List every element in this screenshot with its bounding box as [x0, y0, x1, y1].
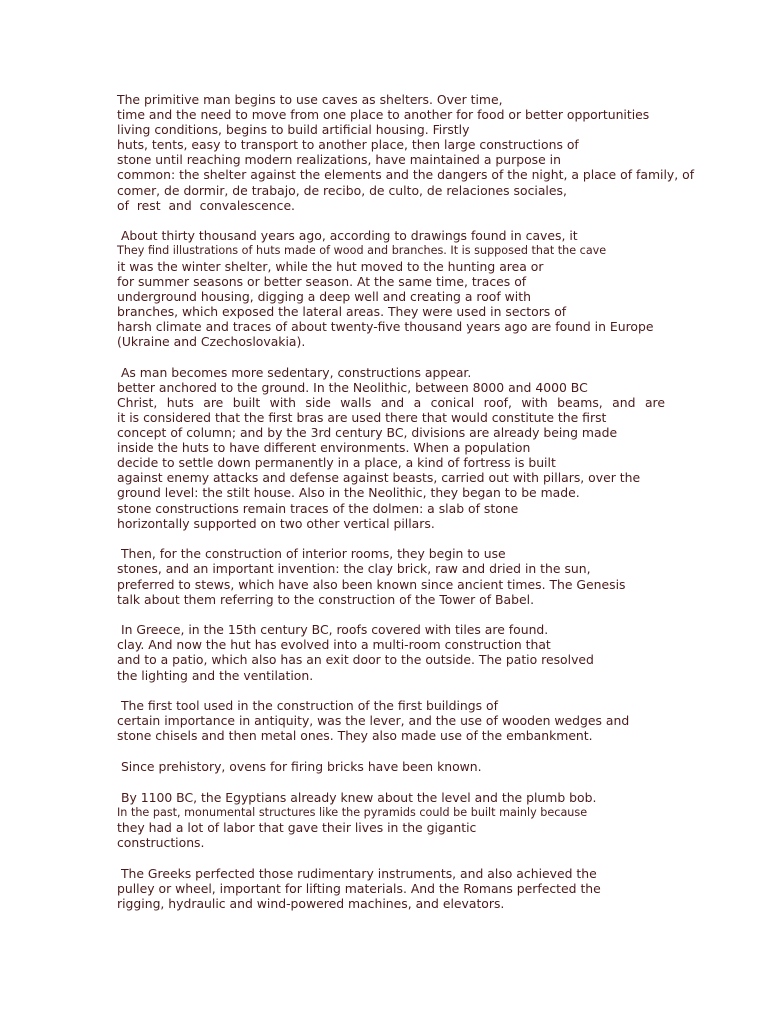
text-line: concept of column; and by the 3rd century BC, divisions are already being made [117, 425, 618, 441]
text-line: constructions. [117, 835, 205, 851]
text-line: Then, for the construction of interior rooms, they begin to use [117, 546, 506, 562]
text-line: stones, and an important invention: the clay brick, raw and dried in the sun, [117, 561, 591, 577]
paragraph [117, 866, 762, 911]
paragraph [117, 698, 762, 743]
text-line: better anchored to the ground. In the Neolithic, between 8000 and 4000 BC [117, 379, 588, 395]
text-line: In the past, monumental structures like the pyramids could be built mainly because [117, 805, 588, 819]
text-line: The first tool used in the construction of the first buildings of [117, 698, 498, 714]
text-line: The primitive man begins to use caves as shelters. Over time, [117, 92, 503, 107]
text-line: stone until reaching modern realizations, have maintained a purpose in [117, 152, 561, 168]
text-line: harsh climate and traces of about twenty-five thousand years ago are found in Europe [117, 318, 654, 334]
text-line: common: the shelter against the elements and the dangers of the night, a place of family, of [117, 167, 695, 183]
text-line: and to a patio, which also has an exit door to the outside. The patio resolved [117, 652, 594, 668]
text-line: of rest and convalescence. [117, 197, 296, 213]
text-line: against enemy attacks and defense against beasts, carried out with pillars, over the [117, 470, 641, 486]
text-line: talk about them referring to the construction of the Tower of Babel. [117, 591, 535, 607]
text-line: rigging, hydraulic and wind-powered machines, and elevators. [117, 895, 505, 911]
text-line: living conditions, begins to build artificial housing. Firstly [117, 122, 470, 138]
text-line: stone chisels and then metal ones. They also made use of the embankment. [117, 728, 593, 744]
text-line: horizontally supported on two other vertical pillars. [117, 515, 435, 531]
paragraph [117, 546, 762, 606]
text-line: About thirty thousand years ago, according to drawings found in caves, it [117, 228, 578, 244]
text-line: As man becomes more sedentary, constructions appear. [117, 364, 472, 380]
text-line: clay. And now the hut has evolved into a multi-room construction that [117, 637, 551, 653]
text-line: inside the huts to have different environments. When a population [117, 440, 531, 456]
text-line: time and the need to move from one place to another for food or better opportunities [117, 107, 650, 123]
paragraph [117, 365, 762, 531]
paragraph [117, 228, 762, 349]
text-line: By 1100 BC, the Egyptians already knew about the level and the plumb bob. [117, 789, 597, 805]
text-line: The Greeks perfected those rudimentary instruments, and also achieved the [117, 865, 597, 881]
text-line: stone constructions remain traces of the dolmen: a slab of stone [117, 500, 519, 516]
text-line: comer, de dormir, de trabajo, de recibo, de culto, de relaciones sociales, [117, 182, 567, 198]
text-line: preferred to stews, which have also been known since ancient times. The Genesis [117, 576, 626, 592]
text-line: Since prehistory, ovens for firing bricks have been known. [117, 759, 482, 775]
document-body [117, 92, 762, 927]
paragraph [117, 92, 762, 213]
paragraph [117, 759, 762, 774]
text-line: They find illustrations of huts made of wood and branches. It is supposed that the cave [117, 244, 607, 258]
text-line: for summer seasons or better season. At the same time, traces of [117, 273, 527, 289]
text-line: they had a lot of labor that gave their lives in the gigantic [117, 820, 477, 835]
text-line: the lighting and the ventilation. [117, 667, 314, 683]
paragraph [117, 790, 762, 850]
text-line: (Ukraine and Czechoslovakia). [117, 334, 306, 349]
text-line: it was the winter shelter, while the hut moved to the hunting area or [117, 258, 544, 274]
text-line: underground housing, digging a deep well and creating a roof with [117, 288, 531, 304]
paragraph [117, 622, 762, 682]
text-line: In Greece, in the 15th century BC, roofs covered with tiles are found. [117, 622, 549, 638]
text-line: certain importance in antiquity, was the lever, and the use of wooden wedges and [117, 713, 630, 729]
text-line: branches, which exposed the lateral areas. They were used in sectors of [117, 303, 567, 319]
text-line: pulley or wheel, important for lifting materials. And the Romans perfected the [117, 880, 601, 896]
text-line: it is considered that the first bras are used there that would constitute the first [117, 409, 607, 425]
text-line: huts, tents, easy to transport to another place, then large constructions of [117, 137, 579, 153]
text-line: Christ, huts are built with side walls and a conical roof, with beams, and are [117, 394, 665, 410]
text-line: ground level: the stilt house. Also in the Neolithic, they began to be made. [117, 485, 580, 501]
text-line: decide to settle down permanently in a place, a kind of fortress is built [117, 455, 556, 471]
